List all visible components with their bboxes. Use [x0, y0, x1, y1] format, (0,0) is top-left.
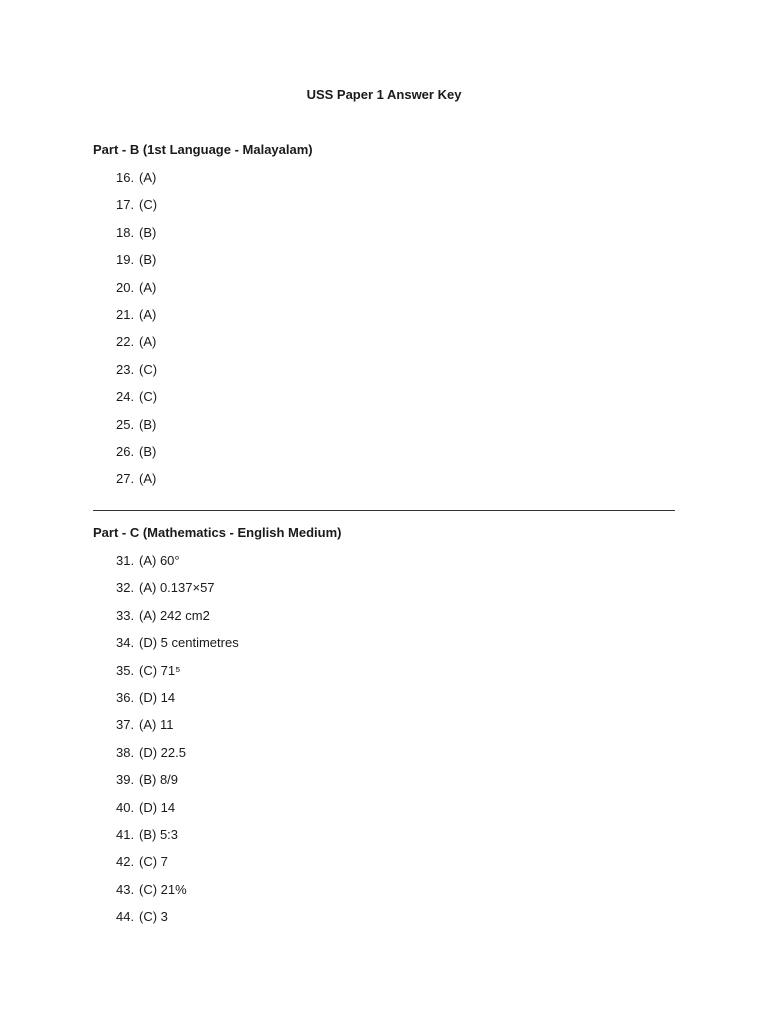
question-number: 18.: [116, 224, 135, 240]
answer-value: (C) 7: [139, 854, 168, 870]
question-number: 41.: [116, 826, 135, 842]
question-number: 40.: [116, 799, 135, 815]
list-item: [116, 416, 157, 443]
question-number: 39.: [116, 772, 135, 788]
question-number: 19.: [116, 252, 135, 268]
question-number: 34.: [116, 635, 135, 651]
answer-value: (C): [139, 361, 158, 377]
answer-value: (B): [139, 416, 157, 432]
answer-value: (D) 14: [139, 689, 176, 705]
answer-value: (A): [139, 471, 157, 487]
question-number: 26.: [116, 443, 135, 459]
answer-value: (A) 0.137×57: [139, 580, 215, 596]
question-number: 36.: [116, 689, 135, 705]
question-number: 20.: [116, 279, 135, 295]
question-number: 17.: [116, 197, 135, 213]
list-item: [116, 224, 157, 251]
list-item: [116, 361, 157, 388]
page-title: USS Paper 1 Answer Key: [306, 87, 462, 102]
section-divider: [93, 510, 675, 511]
list-item: [116, 881, 239, 908]
list-item: [116, 388, 157, 415]
list-item: [116, 470, 157, 497]
list-item: [116, 251, 157, 278]
question-number: 27.: [116, 471, 135, 487]
section-heading-part-c: Part - C (Mathematics - English Medium): [93, 525, 342, 540]
question-number: 31.: [116, 553, 135, 568]
answer-list-part-b: [116, 169, 157, 498]
list-item: [116, 634, 239, 661]
answer-value: (B): [139, 443, 157, 459]
answer-value: (C): [139, 389, 158, 405]
answer-value: (D) 14: [139, 799, 176, 815]
question-number: 23.: [116, 361, 135, 377]
question-number: 38.: [116, 744, 135, 760]
answer-value: (A): [139, 306, 157, 322]
list-item: [116, 908, 239, 935]
question-number: 33.: [116, 607, 135, 623]
answer-value: (B) 8/9: [139, 772, 179, 788]
list-item: [116, 662, 239, 689]
answer-value: (C) 21%: [139, 881, 187, 897]
question-number: 43.: [116, 881, 135, 897]
list-item: [116, 333, 157, 360]
answer-value: (A) 11: [139, 717, 174, 733]
section-heading-part-b: Part - B (1st Language - Malayalam): [93, 142, 313, 157]
list-item: [116, 853, 239, 880]
list-item: [116, 799, 239, 826]
list-item: [116, 689, 239, 716]
answer-value: (A): [139, 334, 157, 350]
list-item: [116, 771, 239, 798]
question-number: 22.: [116, 334, 135, 350]
answer-list-part-c: [116, 552, 239, 935]
answer-value: (A) 242 cm2: [139, 607, 210, 623]
list-item: [116, 306, 157, 333]
answer-value: (D) 5 centimetres: [139, 635, 239, 651]
list-item: [116, 443, 157, 470]
list-item: [116, 744, 239, 771]
answer-value: (A) 60°: [139, 553, 180, 568]
question-number: 24.: [116, 389, 135, 405]
list-item: [116, 716, 239, 743]
question-number: 16.: [116, 170, 135, 185]
list-item: [116, 607, 239, 634]
question-number: 44.: [116, 909, 135, 925]
list-item: [116, 826, 239, 853]
answer-value: (C) 3: [139, 909, 168, 925]
question-number: 35.: [116, 662, 135, 678]
list-item: [116, 552, 239, 579]
list-item: [116, 169, 157, 196]
answer-value: (C) 71⁵: [139, 662, 181, 678]
question-number: 42.: [116, 854, 135, 870]
question-number: 25.: [116, 416, 135, 432]
list-item: [116, 196, 157, 223]
question-number: 32.: [116, 580, 135, 596]
list-item: [116, 279, 157, 306]
question-number: 37.: [116, 717, 135, 733]
answer-value: (B): [139, 224, 157, 240]
answer-value: (C): [139, 197, 158, 213]
answer-value: (A): [139, 279, 157, 295]
answer-value: (B): [139, 252, 157, 268]
answer-value: (A): [139, 170, 157, 185]
question-number: 21.: [116, 306, 135, 322]
list-item: [116, 579, 239, 606]
answer-value: (D) 22.5: [139, 744, 186, 760]
answer-value: (B) 5:3: [139, 826, 179, 842]
